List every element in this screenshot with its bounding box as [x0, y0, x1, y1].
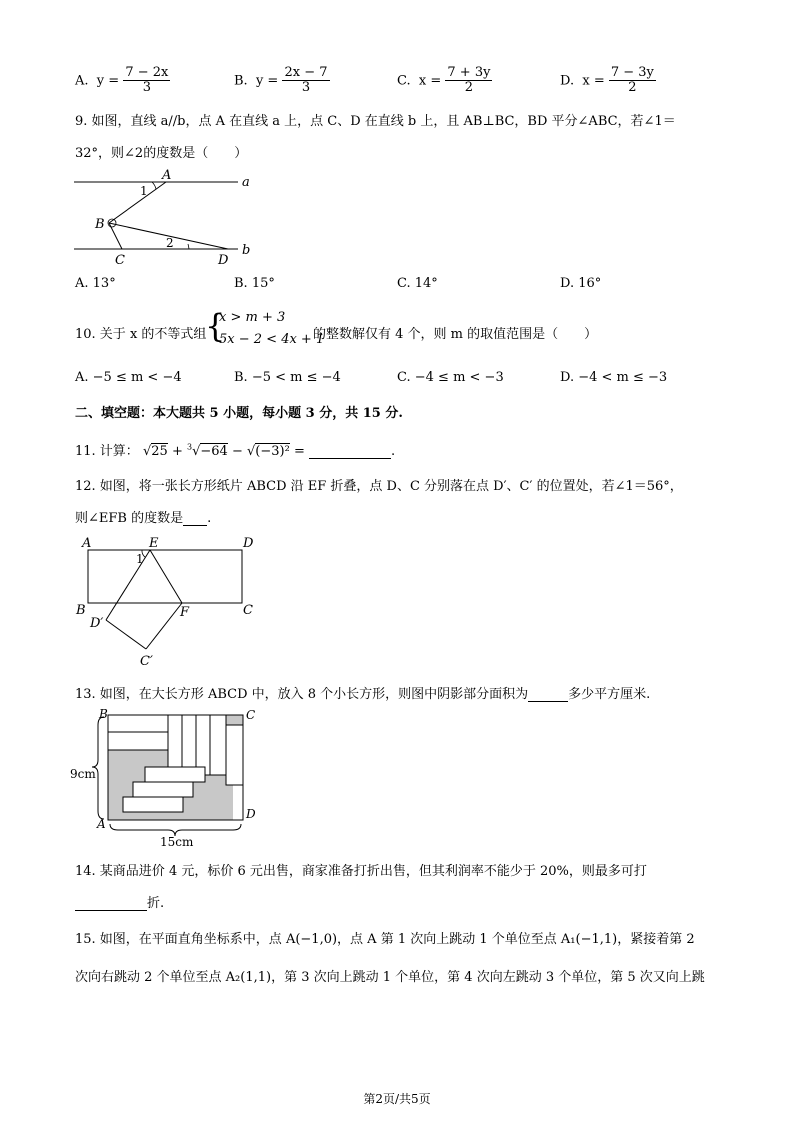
q11-expression	[75, 440, 395, 459]
q9-label-a: a	[242, 175, 250, 190]
q12-stem-line1: 12. 如图，将一张长方形纸片 ABCD 沿 EF 折叠，点 D、C 分别落在点 D′、C′ 的位置处，若∠1＝56°，	[75, 479, 683, 494]
q9-label-angle2: 2	[166, 236, 174, 250]
q13-label-A: A	[97, 817, 106, 831]
q14-answer-blank[interactable]	[75, 895, 147, 911]
q13-figure	[68, 705, 268, 850]
q8-option-c: C. x = $\frac{7 + 3y}{2}$	[397, 65, 491, 96]
q10-ineq2: 5x − 2 < 4x + 1	[219, 332, 325, 347]
q11-plus: +	[171, 444, 183, 459]
q13-answer-blank[interactable]	[528, 686, 568, 702]
q10-system	[205, 307, 325, 354]
q12-answer-blank[interactable]	[183, 510, 207, 526]
q13-label-B: B	[99, 707, 108, 721]
q10-option-d: D. −4 < m ≤ −3	[560, 370, 668, 385]
q10-ineq1: x > m + 3	[219, 310, 286, 325]
q12-label-B: B	[76, 603, 86, 618]
q13-label-width: 15cm	[160, 835, 194, 849]
q10-option-c: C. −4 ≤ m < −3	[397, 370, 504, 385]
q9-stem-line1: 9. 如图，直线 a//b，点 A 在直线 a 上，点 C、D 在直线 b 上，且 AB⊥BC，BD 平分∠ABC，若∠1＝	[75, 114, 676, 129]
q11-term2: −64	[200, 444, 228, 459]
q11-equals: =	[293, 444, 305, 459]
q13-label-height: 9cm	[70, 767, 96, 781]
q10-suffix: 的整数解仅有 4 个，则 m 的取值范围是（ ）	[313, 327, 598, 342]
q12-label-A: A	[82, 536, 92, 551]
q13-label-D: D	[246, 807, 256, 821]
q9-stem-line2: 32°，则∠2的度数是（ ）	[75, 146, 248, 161]
q14-stem-line1: 14. 某商品进价 4 元，标价 6 元出售，商家准备打折出售，但其利润率不能少于 20%，则最多可打	[75, 864, 647, 879]
q9-option-b: B. 15°	[234, 276, 275, 291]
q9-label-C: C	[115, 253, 125, 268]
q9-option-d: D. 16°	[560, 276, 602, 291]
q9-label-B: B	[95, 217, 105, 232]
q11-minus: −	[231, 444, 243, 459]
section-heading: 二、填空题：本大题共 5 小题，每小题 3 分，共 15 分.	[75, 406, 403, 421]
q12-label-Cprime: C′	[140, 654, 153, 669]
q11-period: .	[391, 444, 396, 459]
q9-option-c: C. 14°	[397, 276, 438, 291]
q12-label-F: F	[180, 605, 190, 620]
q10-option-a: A. −5 ≤ m < −4	[75, 370, 182, 385]
q15-stem-line2: 次向右跳动 2 个单位至点 A₂(1,1)，第 3 次向上跳动 1 个单位，第 4 次向左跳动 3 个单位，第 5 次又向上跳	[75, 970, 705, 985]
q8-option-a: A. y = $\frac{7 - 2x}{3}$	[75, 65, 169, 96]
q9-label-A: A	[162, 168, 172, 183]
q12-label-Dprime: D′	[90, 616, 104, 631]
q12-stem-line2: 则∠EFB 的度数是 .	[75, 511, 212, 526]
q12-label-angle1: 1	[136, 552, 144, 566]
q9-label-b: b	[242, 243, 251, 258]
q9-option-a: A. 13°	[75, 276, 116, 291]
q11-term1: 25	[151, 444, 168, 459]
q11-label: 11. 计算：	[75, 444, 139, 459]
q9-label-D: D	[218, 253, 229, 268]
q12-label-E: E	[149, 536, 159, 551]
q11-term3: (−3)²	[255, 444, 290, 459]
q12-label-D: D	[243, 536, 254, 551]
q10-brace: {	[205, 307, 226, 345]
cbrt-icon: √	[192, 444, 201, 459]
q15-stem-line1: 15. 如图，在平面直角坐标系中，点 A(−1,0)，点 A 第 1 次向上跳动 1 个单位至点 A₁(−1,1)，紧接着第 2	[75, 932, 695, 947]
q13-label-C: C	[246, 708, 256, 722]
q10-prefix: 10. 关于 x 的不等式组	[75, 327, 207, 342]
q9-figure	[60, 165, 270, 270]
q12-figure	[70, 532, 270, 672]
q12-label-C: C	[243, 603, 253, 618]
sqrt-icon-2: √	[247, 444, 256, 459]
q13-stem: 13. 如图，在大长方形 ABCD 中，放入 8 个小长方形，则图中阴影部分面积为 多少平方厘米.	[75, 687, 651, 702]
page-footer: 第2页/共5页	[363, 1092, 431, 1106]
q10-option-b: B. −5 < m ≤ −4	[234, 370, 341, 385]
q8-option-b: B. y = $\frac{2x - 7}{3}$	[234, 65, 328, 96]
q9-label-angle1: 1	[140, 184, 148, 198]
q14-stem-line2: 折.	[75, 892, 164, 911]
q8-option-d: D. x = $\frac{7 - 3y}{2}$	[560, 65, 654, 96]
q11-answer-blank[interactable]	[309, 443, 391, 459]
q11-root-index: 3	[186, 442, 193, 452]
sqrt-icon: √	[142, 444, 152, 459]
